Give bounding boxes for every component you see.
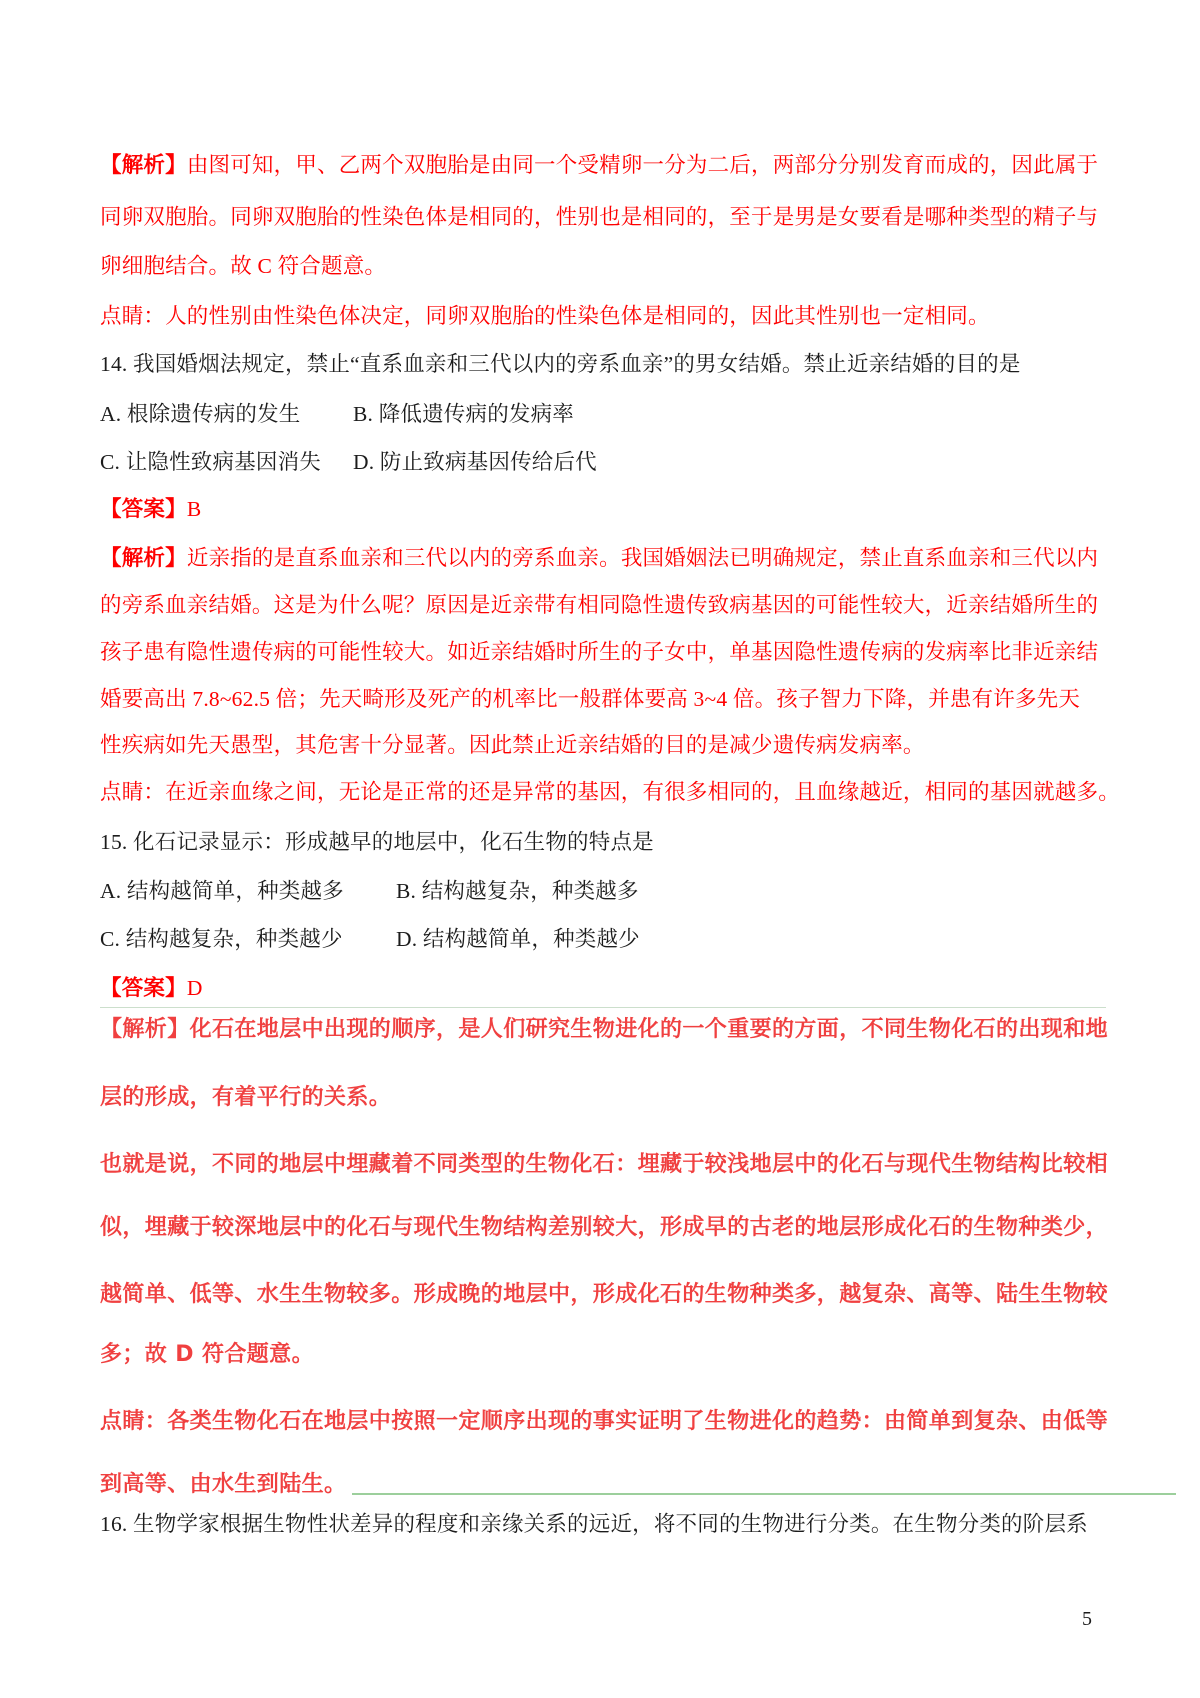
q15-tips-line-1 xyxy=(100,1407,1108,1437)
q16-stem xyxy=(100,1509,1088,1539)
q13-analysis-line-1 xyxy=(100,150,1098,180)
q15-analysis-line-1 xyxy=(100,1015,1108,1045)
q14-tips-text: 点睛：在近亲血缘之间，无论是正常的还是异常的基因，有很多相同的，且血缘越近，相同的基因就越多。 xyxy=(100,780,1120,804)
q15-analysis-line-5 xyxy=(100,1280,1108,1310)
q14-tips-line xyxy=(100,777,1120,807)
q14-option-c: C. 让隐性致病基因消失 xyxy=(100,450,321,474)
q15-stem-text: 15. 化石记录显示：形成越早的地层中，化石生物的特点是 xyxy=(100,830,654,854)
q14-analysis-text-4: 婚要高出 7.8~62.5 倍；先天畸形及死产的机率比一般群体要高 3~4 倍。孩子智力下降，并患有许多先天 xyxy=(100,687,1081,711)
q15-answer-label: 【答案】 xyxy=(100,976,187,1000)
q15-stem xyxy=(100,827,654,857)
q15-analysis-line-4 xyxy=(100,1213,1108,1243)
q15-analysis-text-4: 似，埋藏于较深地层中的化石与现代生物结构差别较大，形成早的古老的地层形成化石的生物种类少， xyxy=(100,1215,1109,1240)
q14-answer-label: 【答案】 xyxy=(100,497,187,521)
q13-analysis-text-2: 同卵双胞胎。同卵双胞胎的性染色体是相同的，性别也是相同的，至于是男是女要看是哪种类型的精子与 xyxy=(100,205,1099,229)
q16-stem-text: 16. 生物学家根据生物性状差异的程度和亲缘关系的远近，将不同的生物进行分类。在生物分类的阶层系 xyxy=(100,1512,1088,1536)
q15-analysis-text-5: 越简单、低等、水生生物较多。形成晚的地层中，形成化石的生物种类多，越复杂、高等、陆生生物较 xyxy=(100,1282,1109,1307)
q15-tips-text-1: 点睛：各类生物化石在地层中按照一定顺序出现的事实证明了生物进化的趋势：由简单到复杂、由低等 xyxy=(100,1409,1109,1434)
q14-analysis-line-2 xyxy=(100,590,1098,620)
q15-option-a: A. 结构越简单，种类越多 xyxy=(100,879,344,903)
q14-stem-text: 14. 我国婚烟法规定，禁止“直系血亲和三代以内的旁系血亲”的男女结婚。禁止近亲结婚的目的是 xyxy=(100,352,1021,376)
q14-option-d: D. 防止致病基因传给后代 xyxy=(353,450,597,474)
q15-analysis-text-6: 多；故 D 符合题意。 xyxy=(100,1342,314,1367)
q15-analysis-label: 【解析】 xyxy=(100,1017,190,1042)
q15-option-c: C. 结构越复杂，种类越少 xyxy=(100,927,343,951)
q15-options-row-2 xyxy=(100,924,640,954)
q15-analysis-line-6 xyxy=(100,1340,314,1370)
q14-analysis-line-5 xyxy=(100,730,925,760)
q15-analysis-line-2 xyxy=(100,1083,391,1113)
q14-analysis-text-5: 性疾病如先天愚型，其危害十分显著。因此禁止近亲结婚的目的是减少遗传病发病率。 xyxy=(100,733,925,757)
q13-analysis-text-3: 卵细胞结合。故 C 符合题意。 xyxy=(100,254,387,278)
section-divider-bottom xyxy=(352,1470,1176,1495)
page-number: 5 xyxy=(1082,1608,1092,1630)
q15-option-b: B. 结构越复杂，种类越多 xyxy=(396,879,639,903)
q14-analysis-line-4 xyxy=(100,684,1080,714)
q14-analysis-text-1: 近亲指的是直系血亲和三代以内的旁系血亲。我国婚姻法已明确规定，禁止直系血亲和三代以内 xyxy=(186,546,1099,570)
q15-analysis-text-2: 层的形成，有着平行的关系。 xyxy=(100,1085,392,1110)
q15-answer-value: D xyxy=(186,976,203,1000)
q15-tips-line-2 xyxy=(100,1470,1176,1500)
q14-stem xyxy=(100,349,1021,379)
q15-tips-text-2: 到高等、由水生到陆生。 xyxy=(100,1472,347,1497)
q15-analysis-text-1: 化石在地层中出现的顺序，是人们研究生物进化的一个重要的方面，不同生物化石的出现和地 xyxy=(189,1017,1109,1042)
q15-option-d: D. 结构越简单，种类越少 xyxy=(396,927,640,951)
q13-tips-line xyxy=(100,301,990,331)
section-divider-top xyxy=(100,1007,1106,1008)
q13-analysis-line-3 xyxy=(100,251,386,281)
q14-options-row-2 xyxy=(100,447,597,477)
q14-analysis-text-3: 孩子患有隐性遗传病的可能性较大。如近亲结婚时所生的子女中，单基因隐性遗传病的发病率比非近亲结 xyxy=(100,640,1099,664)
q13-tips-text: 点睛：人的性别由性染色体决定，同卵双胞胎的性染色体是相同的，因此其性别也一定相同。 xyxy=(100,304,990,328)
q14-option-a: A. 根除遗传病的发生 xyxy=(100,402,301,426)
q15-analysis-line-3 xyxy=(100,1150,1108,1180)
q15-analysis-text-3: 也就是说，不同的地层中埋藏着不同类型的生物化石：埋藏于较浅地层中的化石与现代生物结构比较相 xyxy=(100,1152,1109,1177)
q15-answer-line xyxy=(100,973,203,1003)
q14-analysis-line-3 xyxy=(100,637,1098,667)
q13-analysis-text-1: 由图可知，甲、乙两个双胞胎是由同一个受精卵一分为二后，两部分分别发育而成的，因此属于 xyxy=(186,153,1099,177)
q14-analysis-line-1 xyxy=(100,543,1098,573)
q14-answer-line xyxy=(100,494,201,524)
q14-option-b: B. 降低遗传病的发病率 xyxy=(353,402,574,426)
q14-answer-value: B xyxy=(186,497,202,521)
q14-analysis-label: 【解析】 xyxy=(100,546,187,570)
q13-analysis-label: 【解析】 xyxy=(100,153,187,177)
q15-options-row-1 xyxy=(100,876,639,906)
q14-options-row-1 xyxy=(100,399,574,429)
q13-analysis-line-2 xyxy=(100,202,1098,232)
q14-analysis-text-2: 的旁系血亲结婚。这是为什么呢？原因是近亲带有相同隐性遗传致病基因的可能性较大，近亲结婚所生的 xyxy=(100,593,1099,617)
